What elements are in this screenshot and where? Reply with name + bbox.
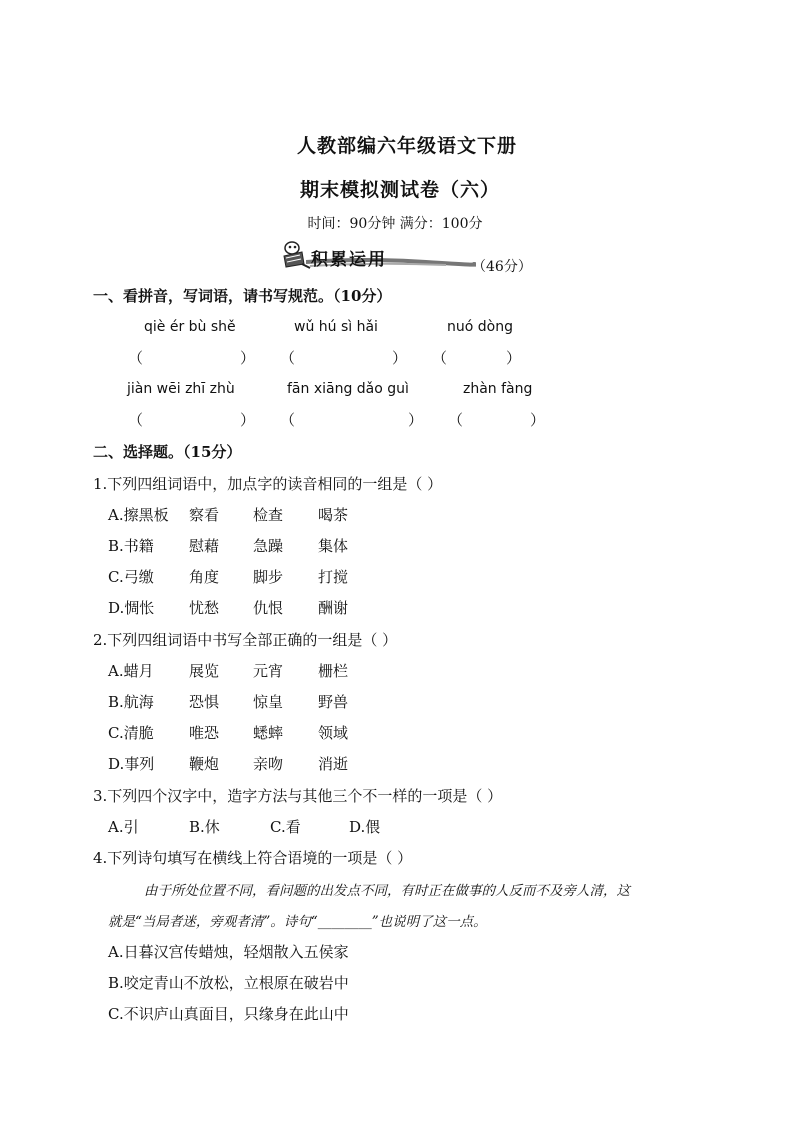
q2-option-b[interactable]: B.航海 — [108, 693, 154, 711]
q1-option-a-word: 检查 — [253, 506, 284, 524]
pinyin-4: jiàn wēi zhī zhù — [127, 381, 235, 397]
pinyin-3: nuó dòng — [447, 319, 513, 335]
q1-option-b-word: 集体 — [318, 537, 349, 555]
question-3-stem: 3.下列四个汉字中，造字方法与其他三个不一样的一项是（ ） — [93, 787, 503, 805]
answer-box-open[interactable]: （ — [280, 411, 296, 429]
q1-option-b[interactable]: B.书籍 — [108, 537, 154, 555]
answer-box-open[interactable]: （ — [432, 349, 448, 367]
q2-option-b-word: 恐惧 — [189, 693, 220, 711]
answer-box-close: ） — [392, 349, 408, 367]
pinyin-1: qiè ér bù shě — [144, 319, 236, 335]
q4-option-a[interactable]: A.日暮汉宫传蜡烛，轻烟散入五侯家 — [108, 943, 349, 961]
answer-box-open[interactable]: （ — [128, 349, 144, 367]
q2-option-c-word: 唯恐 — [189, 724, 220, 742]
answer-box-open[interactable]: （ — [280, 349, 296, 367]
q1-option-b-word: 急躁 — [253, 537, 284, 555]
banner-label: 积累运用 — [311, 250, 387, 270]
section-2-heading: 二、选择题。（15分） — [93, 443, 242, 461]
answer-box-open[interactable]: （ — [448, 411, 464, 429]
answer-box-close: ） — [240, 349, 256, 367]
question-2-stem: 2.下列四组词语中书写全部正确的一组是（ ） — [93, 631, 398, 649]
answer-box-close: ） — [408, 411, 424, 429]
q2-option-c-word: 领域 — [318, 724, 349, 742]
q1-option-d[interactable]: D.惆怅 — [108, 599, 155, 617]
q1-option-a-word: 察看 — [189, 506, 220, 524]
q2-option-c-word: 蟋蟀 — [253, 724, 284, 742]
q4-option-b[interactable]: B.咬定青山不放松，立根原在破岩中 — [108, 974, 349, 992]
q2-option-d-word: 消逝 — [318, 755, 349, 773]
q1-option-a-word: 喝茶 — [318, 506, 349, 524]
q1-option-d-word: 酬谢 — [318, 599, 349, 617]
banner-score: （46分） — [472, 259, 532, 275]
q1-option-c-word: 脚步 — [253, 568, 284, 586]
page-title: 人教部编六年级语文下册 — [296, 135, 517, 157]
exam-meta: 时间：90分钟 满分：100分 — [307, 216, 483, 232]
answer-box-open[interactable]: （ — [128, 411, 144, 429]
pinyin-2: wǔ hú sì hǎi — [294, 319, 378, 335]
section-1-heading: 一、看拼音，写词语，请书写规范。（10分） — [93, 287, 392, 305]
q1-option-c[interactable]: C.弓缴 — [108, 568, 154, 586]
pinyin-6: zhàn fàng — [463, 381, 533, 397]
q4-option-c[interactable]: C.不识庐山真面目，只缘身在此山中 — [108, 1005, 349, 1023]
q2-option-a-word: 栅栏 — [318, 662, 349, 680]
q2-option-a-word: 展览 — [189, 662, 220, 680]
q1-option-d-word: 仇恨 — [253, 599, 284, 617]
q2-option-b-word: 野兽 — [318, 693, 349, 711]
q2-option-d-word: 鞭炮 — [189, 755, 220, 773]
q2-option-b-word: 惊皇 — [253, 693, 284, 711]
q3-option-a[interactable]: A.引 — [108, 818, 139, 836]
q3-option-c[interactable]: C.看 — [270, 818, 301, 836]
page-subtitle: 期末模拟测试卷（六） — [299, 179, 500, 201]
q2-option-c[interactable]: C.清脆 — [108, 724, 154, 742]
q1-option-a[interactable]: A.擦黑板 — [108, 506, 169, 524]
q3-option-d[interactable]: D.偎 — [349, 818, 381, 836]
answer-box-close: ） — [240, 411, 256, 429]
q3-option-b[interactable]: B.休 — [189, 818, 220, 836]
pinyin-5: fān xiāng dǎo guì — [287, 381, 409, 397]
q1-option-d-word: 忧愁 — [189, 599, 220, 617]
answer-box-close: ） — [530, 411, 546, 429]
q2-option-d-word: 亲吻 — [253, 755, 284, 773]
question-4-stem: 4.下列诗句填写在横线上符合语境的一项是（ ） — [93, 849, 413, 867]
q1-option-b-word: 慰藉 — [189, 537, 220, 555]
answer-box-close: ） — [506, 349, 522, 367]
q4-passage-line-1: 由于所处位置不同，看问题的出发点不同，有时正在做事的人反而不及旁人清，这 — [144, 883, 630, 899]
q1-option-c-word: 打搅 — [318, 568, 349, 586]
q1-option-c-word: 角度 — [189, 568, 220, 586]
q2-option-d[interactable]: D.事列 — [108, 755, 155, 773]
q4-passage-line-2: 就是“当局者迷，旁观者清”。诗句“________”也说明了这一点。 — [108, 914, 487, 930]
q2-option-a-word: 元宵 — [253, 662, 284, 680]
question-1-stem: 1.下列四组词语中，加点字的读音相同的一组是（ ） — [93, 475, 443, 493]
section-banner — [280, 240, 480, 270]
q2-option-a[interactable]: A.蜡月 — [108, 662, 154, 680]
